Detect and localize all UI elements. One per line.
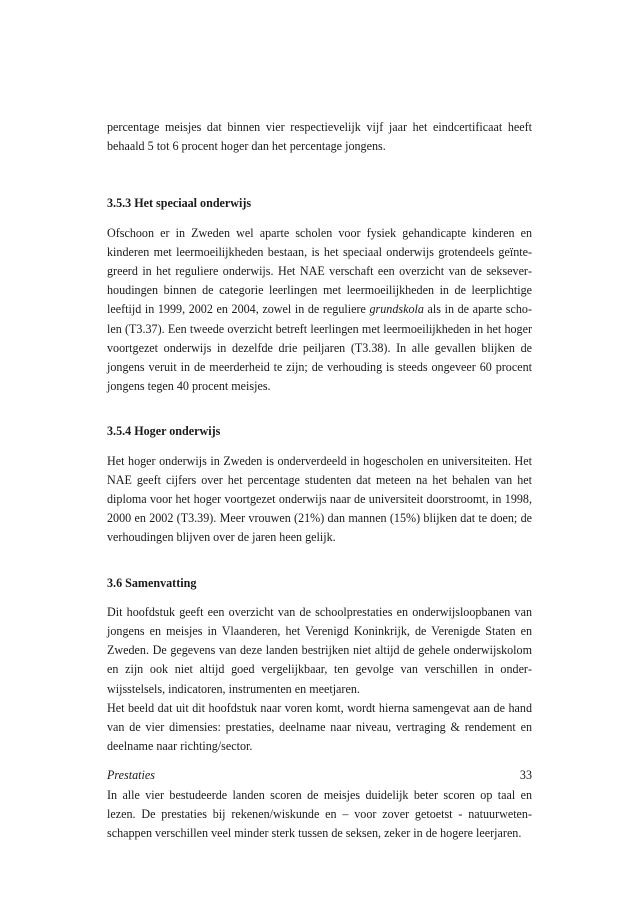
heading-3-6: 3.6 Samenvatting [107,575,197,590]
intro-paragraph: percentage meisjes dat binnen vier respectievelijk vijf jaar het eindcertificaat heeft behaald 5 tot 6 procent hoger dan het percentage jongens. [107,120,532,154]
paragraph-speciaal-onderwijs [107,224,532,397]
paragraph-hoger-onderwijs: Het hoger onderwijs in Zweden is onderverdeeld in hogescholen en universiteiten. Het NAE geeft cijfers over het percentage studenten dat meteen na het behalen van het diploma voor het hoger voortgezet onderwijs naar de universiteit doorstroomt, in 1998, 2000 en 2002 (T3.39). Meer vrouwen (21%) dan mannen (15%) blijken dat te doen; de verhoudingen blijven over de jaren heen gelijk. [107,453,532,545]
paragraph-prestaties: In alle vier bestudeerde landen scoren de meisjes duidelijk beter scoren op taal en lezen. De prestaties bij rekenen/wiskunde en – voor zover getoetst - natuurwetenschappen verschillen veel minder sterk tussen de seksen, zeker in de hogere leerjaren. [107,787,532,841]
text-segment: als in de aparte scholen (T3.37). Een tweede overzicht betreft leerlingen met leermoeilijkheden in het hoger voortgezet onderwijs in dezelfde drie peiljaren (T3.38). In alle gevallen blijken de jongens veruit in de meerderheid te zijn; de verhouding is steeds ongeveer 60 procent jongens tegen 40 procent meisjes. [107,302,532,394]
page-content [107,118,532,843]
page-number: 33 [519,768,532,782]
paragraph-samenvatting-2: Het beeld dat uit dit hoofdstuk naar voren komt, wordt hierna samengevat aan de hand van de vier dimensies: prestaties, deelname naar niveau, vertraging & rendement en deelname naar richting/sector. [107,700,532,754]
italic-term: grundskola [369,302,424,317]
heading-3-5-3: 3.5.3 Het speciaal onderwijs [107,196,252,211]
subheading-prestaties: Prestaties [107,768,155,783]
heading-3-5-4: 3.5.4 Hoger onderwijs [107,424,221,439]
text-segment: Ofschoon er in Zweden wel aparte scholen voor fysiek gehandicapte kinderen en kinderen met leermoeilijkheden bestaan, is het speciaal onderwijs grotendeels geïntegreerd in het reguliere onderwijs. Het NAE verschaft een overzicht van de sekseverhoudingen binnen de categorie leerlingen met leermoeilijkheden in de leerplichtige leeftijd in 1999, 2002 en 2004, zowel in de reguliere [107,225,532,317]
paragraph-samenvatting-1: Dit hoofdstuk geeft een overzicht van de schoolprestaties en onderwijsloopbanen van jongens en meisjes in Vlaanderen, het Verenigd Koninkrijk, de Verenigde Staten en Zweden. De gegevens van deze landen bestrijken niet altijd de gehele onderwijskolom en zijn ook niet altijd goed vergelijkbaar, ten gevolge van verschillen in onderwijsstelsels, indicatoren, instrumenten en meetjaren. [107,604,532,696]
